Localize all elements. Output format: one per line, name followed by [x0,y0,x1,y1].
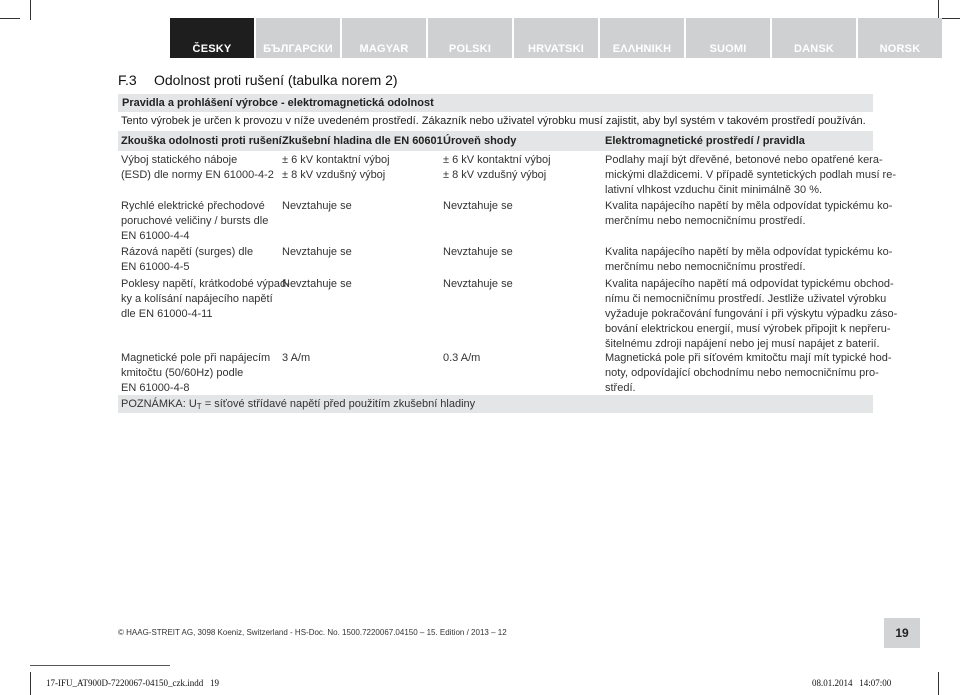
section-heading: Odolnost proti rušení (tabulka norem 2) [154,72,398,88]
crop-mark [30,672,31,695]
slug-rule [30,665,170,666]
header-compliance: Úroveň shody [443,135,517,147]
table-cell: Nevztahuje se [282,200,352,212]
crop-mark [30,0,31,20]
table-cell: Podlahy mají být dřevěné, betonové nebo opatřené kera- mickými dlaždicemi. V případě syntetických podlah musí re- lativní vlhkost vzduchu činit minimálně 30 %. [605,154,896,196]
table-cell: ± 6 kV kontaktní výboj ± 8 kV vzdušný výboj [443,154,551,181]
table-cell: 3 A/m [282,352,311,364]
language-tabs [170,18,942,58]
tab-dansk[interactable]: DANSK [772,18,856,58]
copyright-footer: © HAAG-STREIT AG, 3098 Koeniz, Switzerland - HS-Doc. No. 1500.7220067.04150 – 15. Edition / 2013 – 12 [118,628,507,637]
table-note: POZNÁMKA: $U_T$ = síťové střídavé napětí před použitím zkušební hladiny [118,395,873,413]
intro-text: Tento výrobek je určen k provozu v níže uvedeném prostředí. Zákazník nebo uživatel výrobku musí zajistit, aby byl systém v takovém prostředí používán. [121,115,866,127]
section-number: F.3 [118,72,137,88]
crop-mark [940,18,960,19]
crop-mark [938,0,939,20]
tab-polski[interactable]: POLSKI [428,18,512,58]
subtitle-band: Pravidla a prohlášení výrobce - elektromagnetická odolnost [118,94,873,112]
table-cell: Výboj statického náboje (ESD) dle normy EN 61000-4-2 [121,154,274,181]
table-cell: Nevztahuje se [282,278,352,290]
tab-bulgarian[interactable]: БЪЛГАРСКИ [256,18,340,58]
table-cell: 0.3 A/m [443,352,481,364]
table-header [118,131,873,151]
section-title [118,72,398,88]
table-cell: Nevztahuje se [282,246,352,258]
table-cell: Magnetické pole při napájecím kmitočtu (50/60Hz) podle EN 61000-4-8 [121,352,271,394]
header-test: Zkouška odolnosti proti rušení [121,135,282,147]
tab-norsk[interactable]: NORSK [858,18,942,58]
table-cell: Kvalita napájecího napětí by měla odpovídat typickému ko- merčnímu nebo nemocničnímu prostředí. [605,200,893,227]
crop-mark [0,18,20,19]
header-level: Zkušební hladina dle EN 60601 [282,135,443,147]
crop-mark [938,672,939,695]
table-cell: Poklesy napětí, krátkodobé výpad- ky a kolísání napájecího napětí dle EN 61000-4-11 [121,278,290,320]
table-cell: Nevztahuje se [443,246,513,258]
page-number: 19 [884,618,920,648]
tab-greek[interactable]: ΕΛΛΗΝΙΚΗ [600,18,684,58]
slug-date: 08.01.2014 14:07:00 [812,678,892,688]
tab-magyar[interactable]: MAGYAR [342,18,426,58]
slug-file: 17-IFU_AT900D-7220067-04150_czk.indd 19 [46,678,219,688]
table-cell: ± 6 kV kontaktní výboj ± 8 kV vzdušný výboj [282,154,390,181]
tab-hrvatski[interactable]: HRVATSKI [514,18,598,58]
table-cell: Kvalita napájecího napětí by měla odpovídat typickému ko- merčnímu nebo nemocničnímu prostředí. [605,246,893,273]
table-cell: Rázová napětí (surges) dle EN 61000-4-5 [121,246,254,273]
table-cell: Nevztahuje se [443,278,513,290]
header-environment: Elektromagnetické prostředí / pravidla [605,135,805,147]
tab-suomi[interactable]: SUOMI [686,18,770,58]
table-cell: Magnetická pole při síťovém kmitočtu mají mít typické hod- noty, odpovídající obchodnímu nebo nemocničnímu pro- středí. [605,352,892,394]
tab-cesky[interactable]: ČESKY [170,18,254,58]
table-cell: Kvalita napájecího napětí má odpovídat typickému obchod- nímu či nemocničnímu prostředí. Jestliže uživatel výrobku vyžaduje pokračování fungování i při výskytu výpadku záso- bování elektrickou energií, musí výrobek připojit k nepřeru- šitelnému zdroji napájení nebo jej musí napájet z baterií. [605,278,898,350]
table-cell: Nevztahuje se [443,200,513,212]
table-cell: Rychlé elektrické přechodové poruchové veličiny / bursts dle EN 61000-4-4 [121,200,269,242]
